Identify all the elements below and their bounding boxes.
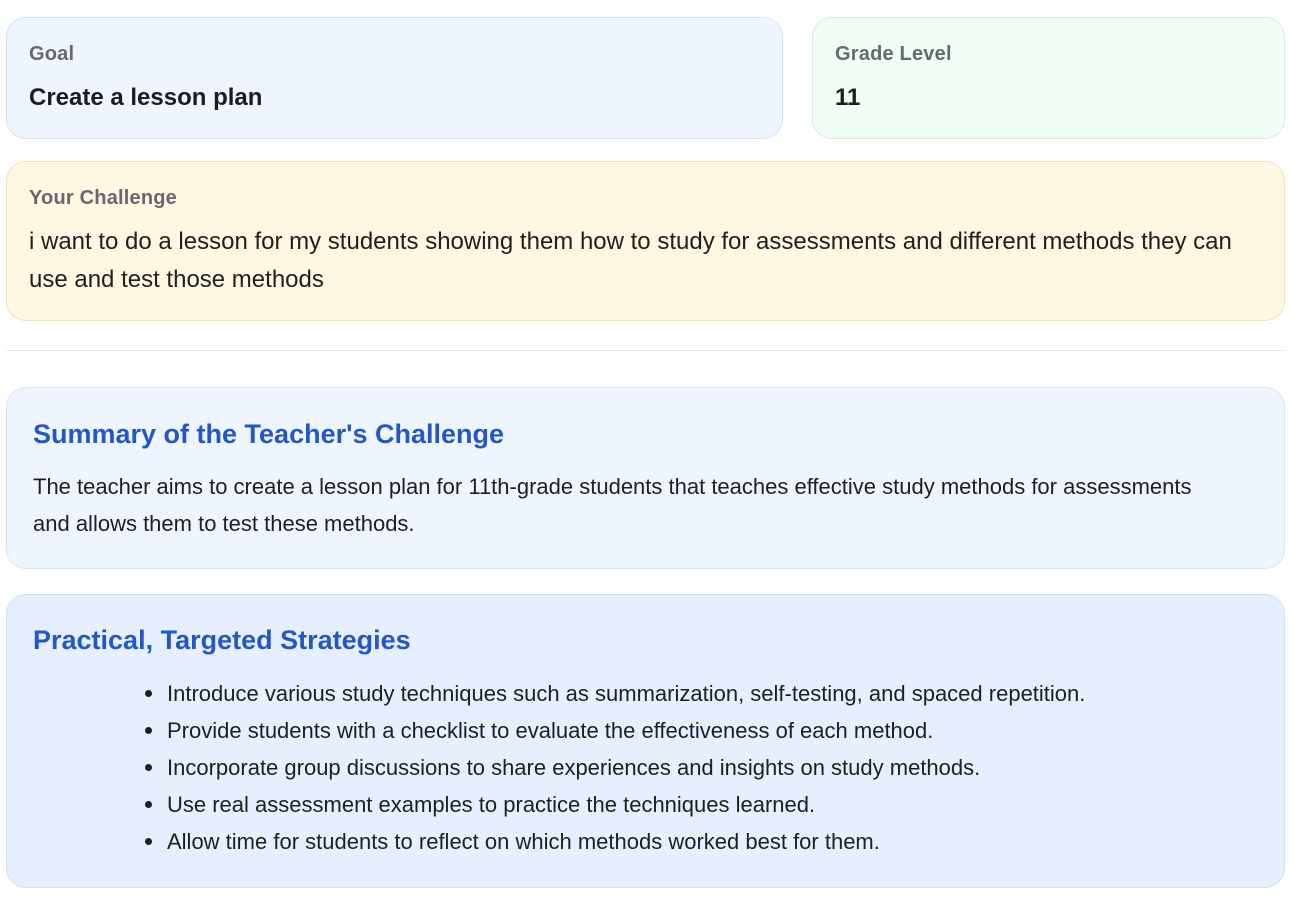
challenge-text: i want to do a lesson for my students showing them how to study for assessments and different methods they can use and test those methods — [29, 228, 1232, 293]
section-divider — [6, 350, 1285, 351]
goal-label: Goal — [29, 43, 75, 65]
goal-value: Create a lesson plan — [29, 84, 263, 111]
summary-card — [6, 387, 1285, 569]
bullet-icon — [145, 727, 152, 734]
strategy-text: Use real assessment examples to practice the techniques learned. — [167, 792, 816, 817]
strategy-text: Provide students with a checklist to evaluate the effectiveness of each method. — [167, 718, 934, 743]
strategy-item — [167, 675, 1085, 712]
strategy-item — [167, 749, 1085, 786]
goal-card — [6, 17, 783, 139]
grade-level-value: 11 — [835, 84, 861, 111]
strategy-list — [167, 675, 1085, 860]
strategies-card — [6, 594, 1285, 888]
grade-level-label: Grade Level — [835, 43, 952, 65]
bullet-icon — [145, 764, 152, 771]
summary-title: Summary of the Teacher's Challenge — [33, 419, 505, 449]
summary-text: The teacher aims to create a lesson plan for 11th-grade students that teaches effective study methods for assessments and allows them to test these methods. — [33, 474, 1192, 536]
strategy-text: Allow time for students to reflect on which methods worked best for them. — [167, 829, 880, 854]
grade-level-card — [812, 17, 1285, 139]
strategy-text: Incorporate group discussions to share experiences and insights on study methods. — [167, 755, 981, 780]
challenge-label: Your Challenge — [29, 187, 178, 209]
strategies-title: Practical, Targeted Strategies — [33, 625, 411, 655]
strategy-item — [167, 786, 1085, 823]
strategy-item — [167, 823, 1085, 860]
bullet-icon — [145, 838, 152, 845]
bullet-icon — [145, 690, 152, 697]
strategy-item — [167, 712, 1085, 749]
bullet-icon — [145, 801, 152, 808]
challenge-card — [6, 161, 1285, 321]
strategy-text: Introduce various study techniques such as summarization, self-testing, and spaced repetition. — [167, 681, 1086, 706]
